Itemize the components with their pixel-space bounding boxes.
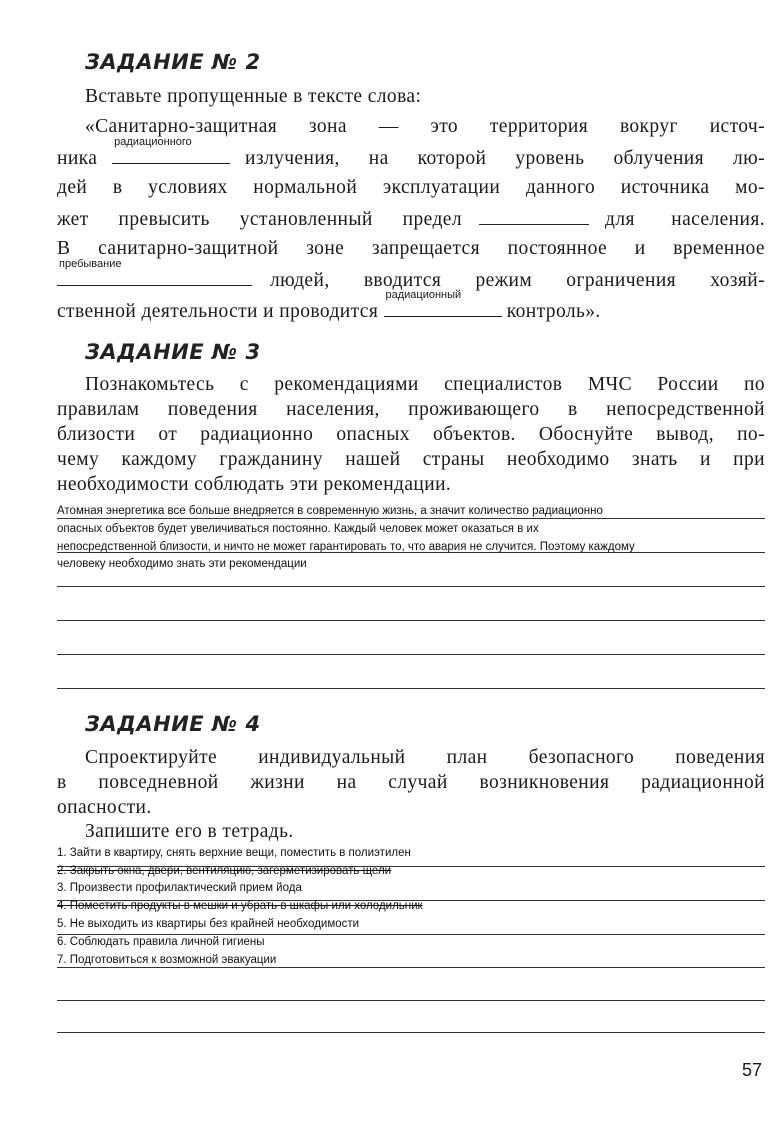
word: вводится — [363, 270, 442, 291]
word: и — [634, 238, 646, 259]
word: санитарно-защитной — [98, 238, 279, 259]
word: данного — [525, 177, 596, 198]
word: Обоснуйте — [538, 424, 634, 445]
answer-text[interactable]: непосредственной близости, и ничто не может гарантировать то, что авария не случится. Поэтому каждому — [57, 541, 635, 553]
word: от — [158, 424, 178, 445]
word: знать — [631, 449, 678, 470]
word: нормальной — [253, 177, 358, 198]
word: излучения, — [245, 148, 340, 169]
word: на — [336, 772, 357, 793]
text: контроль». — [501, 301, 601, 322]
task4-line — [85, 819, 765, 845]
word: условиях — [148, 177, 228, 198]
word: в — [57, 772, 67, 793]
word: план — [446, 747, 488, 768]
word: временное — [673, 238, 765, 259]
word: лю- — [732, 148, 765, 169]
answer-text: радиационного — [114, 136, 192, 148]
answer-text[interactable]: Атомная энергетика все больше внедряется в современную жизнь, а значит количество радиационно — [57, 505, 603, 517]
word: МЧС — [587, 374, 633, 395]
answer-text[interactable]: опасных объектов будет увеличиваться постоянно. Каждый человек может оказаться в их — [57, 523, 539, 535]
word: вокруг — [619, 116, 678, 137]
text: ника — [57, 148, 98, 169]
answer-text[interactable]: 4. Поместить продукты в мешки и убрать в шкафы или холодильник — [57, 900, 423, 912]
word: ограничения — [566, 270, 677, 291]
task3-line — [57, 447, 765, 473]
word: «Санитарно-защитная — [85, 116, 278, 137]
word: жет — [57, 209, 89, 230]
word: предел — [402, 209, 462, 230]
task2-instruction — [85, 84, 765, 110]
word: режим — [475, 270, 533, 291]
text: опасности. — [57, 797, 152, 818]
word: рекомендациями — [274, 374, 419, 395]
answer-blank[interactable] — [112, 136, 230, 164]
task4-line — [57, 795, 765, 821]
word: В — [57, 238, 71, 259]
word: для — [605, 209, 635, 230]
word: непосредственной — [606, 399, 765, 420]
word: проживающего — [408, 399, 540, 420]
page-number: 57 — [742, 1060, 763, 1080]
word: необходимо — [506, 449, 610, 470]
answer-line — [57, 654, 765, 655]
word: опасных — [336, 424, 410, 445]
answer-text[interactable]: 1. Зайти в квартиру, снять верхние вещи, поместить в полиэтилен — [57, 847, 411, 859]
task2-line — [57, 236, 765, 262]
task3-heading: ЗАДАНИЕ № 3 — [85, 340, 261, 364]
answer-blank[interactable] — [479, 206, 589, 225]
word: в — [568, 399, 578, 420]
word: при — [733, 449, 765, 470]
word: населения. — [671, 209, 765, 230]
word: источ- — [709, 116, 765, 137]
word: постоянное — [507, 238, 608, 259]
text: ственной деятельности и проводится — [57, 301, 384, 322]
word: чему — [57, 449, 100, 470]
word: и — [699, 449, 711, 470]
word: дей — [57, 177, 88, 198]
word: на — [368, 148, 389, 169]
word: нашей — [345, 449, 401, 470]
answer-line — [57, 1032, 765, 1033]
word: гражданину — [219, 449, 323, 470]
task4-line — [57, 770, 765, 796]
task3-line — [57, 472, 765, 498]
answer-line — [57, 518, 765, 519]
word: в — [112, 177, 123, 198]
task2-heading: ЗАДАНИЕ № 2 — [85, 50, 261, 74]
answer-blank[interactable] — [57, 258, 252, 286]
answer-blank[interactable] — [384, 289, 502, 317]
word: поведения — [167, 399, 258, 420]
task4-line — [85, 745, 765, 771]
word: зона — [308, 116, 347, 137]
answer-text[interactable]: 2. Закрыть окна, двери, вентиляцию, загерметизировать щели — [57, 865, 392, 877]
word: с — [239, 374, 249, 395]
answer-line — [57, 688, 765, 689]
word: каждому — [121, 449, 197, 470]
text — [605, 207, 765, 233]
word: близости — [57, 424, 136, 445]
answer-line — [57, 586, 765, 587]
word: возникновения — [479, 772, 610, 793]
task3-line — [57, 397, 765, 423]
word: населения, — [286, 399, 380, 420]
word: облучения — [613, 148, 705, 169]
word: безопасного — [528, 747, 635, 768]
word: страны — [422, 449, 485, 470]
word: радиационной — [641, 772, 765, 793]
word: жизни — [250, 772, 305, 793]
answer-text: радиационный — [385, 289, 462, 301]
word: правилам — [57, 399, 140, 420]
word: территория — [489, 116, 589, 137]
answer-text[interactable]: 7. Подготовиться к возможной эвакуации — [57, 954, 277, 966]
word: России — [657, 374, 719, 395]
word: людей, — [270, 270, 330, 291]
word: превысить — [118, 209, 210, 230]
word: установленный — [239, 209, 373, 230]
text: необходимости соблюдать эти рекомендации. — [57, 474, 452, 495]
word: по- — [737, 424, 765, 445]
task3-line — [85, 372, 765, 398]
word: мо- — [735, 177, 765, 198]
word: объектов. — [432, 424, 516, 445]
task2-line — [57, 289, 765, 324]
answer-line — [57, 620, 765, 621]
task3-line — [57, 422, 765, 448]
answer-text[interactable]: 3. Произвести профилактический прием йода — [57, 882, 302, 894]
text: Вставьте пропущенные в тексте слова: — [85, 86, 422, 107]
text: Запишите его в тетрадь. — [85, 821, 294, 842]
task4-heading: ЗАДАНИЕ № 4 — [85, 712, 261, 736]
task2-line — [57, 136, 765, 171]
word: которой — [417, 148, 487, 169]
word: Спроектируйте — [85, 747, 218, 768]
text — [57, 207, 462, 233]
word: специалистов — [444, 374, 563, 395]
task2-line — [57, 206, 765, 232]
word: по — [744, 374, 765, 395]
word: запрещается — [371, 238, 480, 259]
word: — — [378, 116, 399, 137]
word: индивидуальный — [258, 747, 406, 768]
word: повседневной — [98, 772, 219, 793]
word: радиационно — [200, 424, 314, 445]
word: Познакомьтесь — [85, 374, 215, 395]
text — [270, 268, 765, 294]
answer-text[interactable]: 6. Соблюдать правила личной гигиены — [57, 936, 265, 948]
word: уровень — [515, 148, 585, 169]
answer-text[interactable]: 5. Не выходить из квартиры без крайней необходимости — [57, 918, 360, 930]
word: вывод, — [656, 424, 715, 445]
word: поведения — [675, 747, 765, 768]
word: хозяй- — [710, 270, 765, 291]
word: случай — [388, 772, 448, 793]
answer-line — [57, 967, 765, 968]
answer-text[interactable]: человеку необходимо знать эти рекомендации — [57, 558, 307, 570]
text — [245, 146, 765, 172]
task2-line — [57, 175, 765, 201]
word: эксплуатации — [382, 177, 501, 198]
answer-line — [57, 1000, 765, 1001]
word: источника — [620, 177, 710, 198]
answer-text: пребывание — [59, 258, 122, 270]
word: это — [430, 116, 459, 137]
word: зоне — [306, 238, 345, 259]
